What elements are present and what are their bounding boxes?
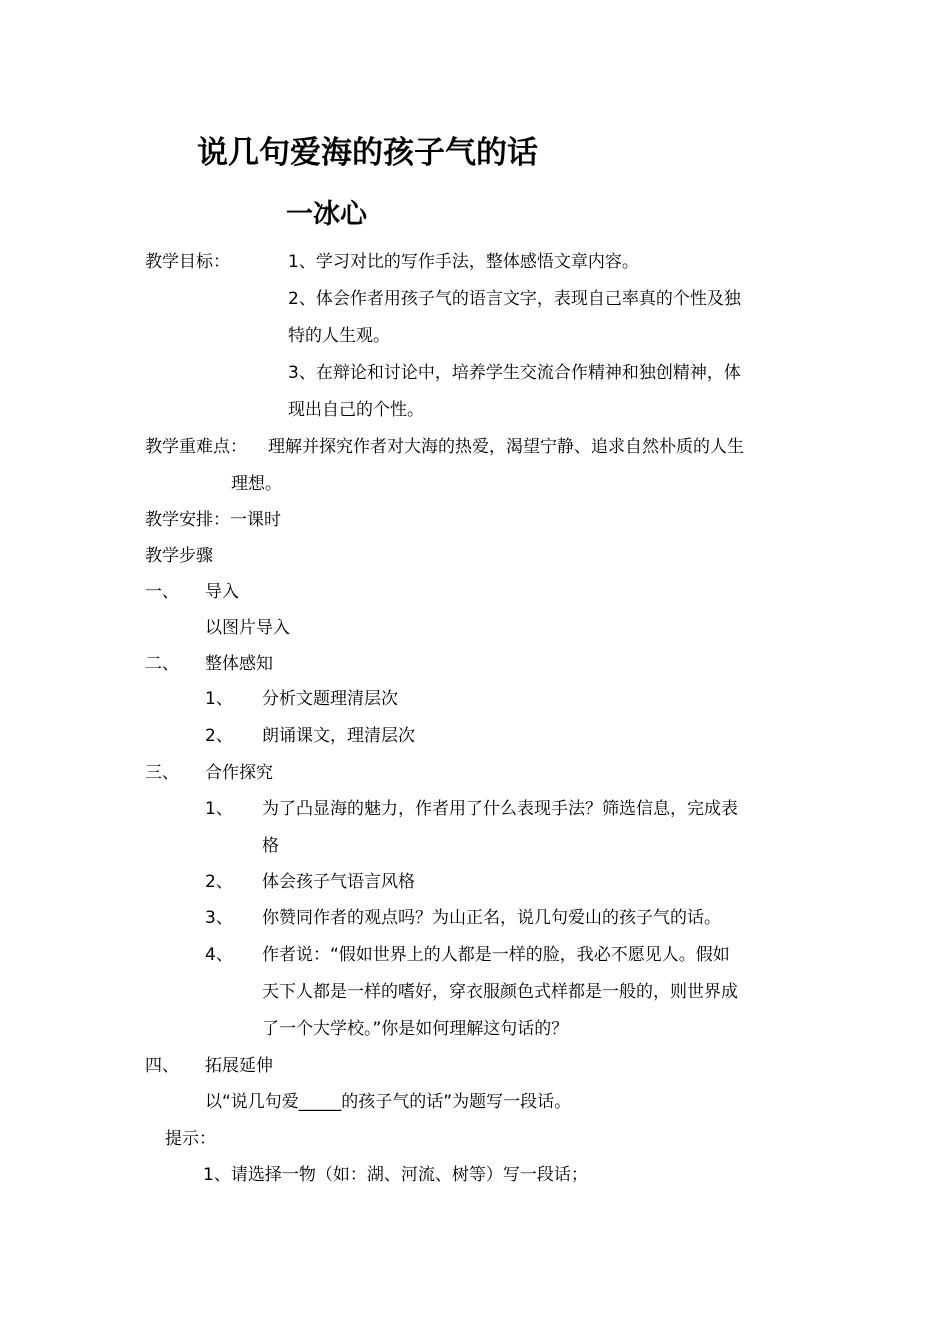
- goal-3-line-1: 3、在辩论和讨论中，培养学生交流合作精神和独创精神，体: [288, 363, 741, 383]
- keypoint-line-2: 理想。: [231, 474, 282, 494]
- keypoint-line-1: 理解并探究作者对大海的热爱，渴望宁静、追求自然朴质的人生: [268, 437, 744, 457]
- hint-1: 1、请选择一物（如：湖、河流、树等）写一段话；: [203, 1165, 588, 1185]
- section-1-text: 以图片导入: [205, 618, 290, 638]
- author-line: 一冰心: [286, 199, 367, 230]
- section-3-item-4-line-1: 作者说：“假如世界上的人都是一样的脸，我必不愿见人。假如: [262, 945, 730, 965]
- section-3-item-3-text: 你赞同作者的观点吗？为山正名，说几句爱山的孩子气的话。: [262, 908, 721, 928]
- section-3-title: 合作探究: [205, 763, 273, 783]
- schedule-line: 教学安排：一课时: [145, 510, 281, 530]
- goals-label: 教学目标：: [145, 252, 230, 272]
- hint-label: 提示：: [165, 1129, 216, 1149]
- section-3-number: 三、: [145, 763, 179, 783]
- section-4-title: 拓展延伸: [205, 1056, 273, 1076]
- section-3-item-2-text: 体会孩子气语言风格: [262, 872, 415, 892]
- goal-1: 1、学习对比的写作手法，整体感悟文章内容。: [288, 252, 639, 272]
- goal-3-line-2: 现出自己的个性。: [288, 400, 424, 420]
- section-3-item-3-number: 3、: [205, 908, 233, 928]
- section-3-item-2-number: 2、: [205, 872, 233, 892]
- section-3-item-4-line-2: 天下人都是一样的嗜好，穿衣服颜色式样都是一般的，则世界成: [262, 982, 738, 1002]
- section-2-item-1-text: 分析文题理清层次: [262, 689, 398, 709]
- section-2-item-2-number: 2、: [205, 726, 233, 746]
- section-2-item-2-text: 朗诵课文，理清层次: [262, 726, 415, 746]
- goal-2-line-2: 特的人生观。: [288, 326, 390, 346]
- section-1-number: 一、: [145, 582, 179, 602]
- steps-heading: 教学步骤: [145, 546, 213, 566]
- section-4-text: 以“说几句爱_____的孩子气的话”为题写一段话。: [205, 1092, 572, 1112]
- page-title: 说几句爱海的孩子气的话: [197, 135, 538, 171]
- section-2-number: 二、: [145, 654, 179, 674]
- section-3-item-4-number: 4、: [205, 945, 233, 965]
- section-2-item-1-number: 1、: [205, 689, 233, 709]
- section-1-title: 导入: [205, 582, 239, 602]
- section-3-item-1-number: 1、: [205, 799, 233, 819]
- section-4-number: 四、: [145, 1056, 179, 1076]
- keypoint-label: 教学重难点：: [145, 437, 247, 457]
- section-3-item-1-line-2: 格: [262, 836, 279, 856]
- section-3-item-1-line-1: 为了凸显海的魅力，作者用了什么表现手法？筛选信息，完成表: [262, 799, 738, 819]
- goal-2-line-1: 2、体会作者用孩子气的语言文字，表现自己率真的个性及独: [288, 289, 741, 309]
- section-3-item-4-line-3: 了一个大学校。”你是如何理解这句话的？: [262, 1019, 569, 1039]
- section-2-title: 整体感知: [205, 654, 273, 674]
